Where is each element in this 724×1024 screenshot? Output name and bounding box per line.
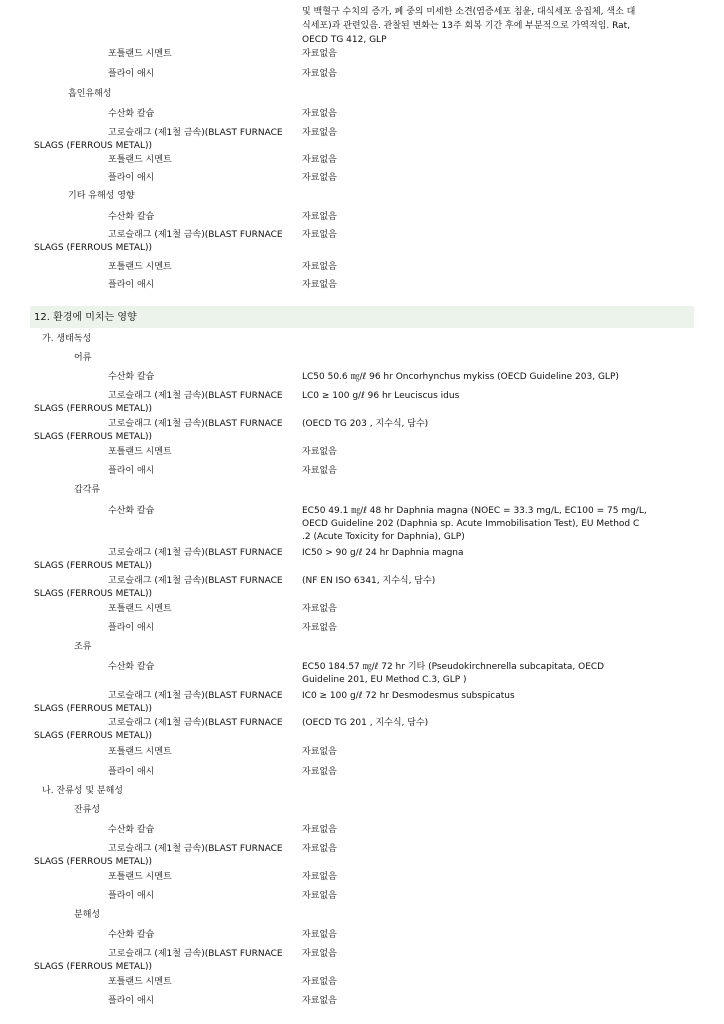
substance-label-wrap: SLAGS (FERROUS METAL)) (34, 404, 153, 414)
substance-value: EC50 184.57 ㎎/ℓ 72 hr 기타 (Pseudokirchnerella subcapitata, OECD (302, 662, 605, 672)
substance-label: 고로슬래그 (제1철 금속)(BLAST FURNACE (108, 548, 283, 558)
substance-value: 자료없음 (302, 623, 337, 633)
substance-label: 고로슬래그 (제1철 금속)(BLAST FURNACE (108, 419, 283, 429)
substance-label: 포틀랜드 시멘트 (108, 155, 172, 165)
substance-value: 자료없음 (302, 825, 337, 835)
substance-value: 자료없음 (302, 996, 337, 1006)
substance-value: 자료없음 (302, 230, 337, 240)
substance-value: IC0 ≥ 100 g/ℓ 72 hr Desmodesmus subspicatus (302, 691, 515, 701)
substance-value: 자료없음 (302, 262, 337, 272)
substance-value: OECD Guideline 202 (Daphnia sp. Acute Immobilisation Test), EU Method C (302, 519, 640, 529)
substance-value: 자료없음 (302, 212, 337, 222)
aspiration-hazard-heading: 흡인유해성 (68, 89, 112, 99)
substance-label: 플라이 애시 (108, 891, 155, 901)
substance-label: 고로슬래그 (제1철 금속)(BLAST FURNACE (108, 691, 283, 701)
substance-value: 자료없음 (302, 604, 337, 614)
degradability-heading: 분해성 (74, 910, 101, 920)
substance-value: 자료없음 (302, 155, 337, 165)
substance-label: 플라이 애시 (108, 996, 155, 1006)
substance-value: IC50 > 90 g/ℓ 24 hr Daphnia magna (302, 548, 464, 558)
substance-value: 자료없음 (302, 466, 337, 476)
substance-value: 자료없음 (302, 280, 337, 290)
substance-label-wrap: SLAGS (FERROUS METAL)) (34, 962, 153, 972)
substance-label: 고로슬래그 (제1철 금속)(BLAST FURNACE (108, 576, 283, 586)
substance-value: 자료없음 (302, 930, 337, 940)
substance-label-wrap: SLAGS (FERROUS METAL)) (34, 243, 153, 253)
crustacea-heading: 갑각류 (74, 485, 101, 495)
substance-label: 플라이 애시 (108, 466, 155, 476)
substance-value: LC50 50.6 ㎎/ℓ 96 hr Oncorhynchus mykiss (OECD Guideline 203, GLP) (302, 372, 619, 382)
substance-label-wrap: SLAGS (FERROUS METAL)) (34, 704, 153, 714)
ecotoxicity-subheading: 가. 생태독성 (42, 334, 92, 344)
section-12-title: 12. 환경에 미치는 영향 (34, 312, 137, 323)
substance-label: 수산화 칼슘 (108, 930, 155, 940)
algae-heading: 조류 (74, 642, 92, 652)
substance-label: 고로슬래그 (제1철 금속)(BLAST FURNACE (108, 949, 283, 959)
substance-value: 자료없음 (302, 891, 337, 901)
substance-value: 자료없음 (302, 949, 337, 959)
substance-label: 플라이 애시 (108, 767, 155, 777)
substance-label: 포틀랜드 시멘트 (108, 262, 172, 272)
persistence-heading: 잔류성 (74, 805, 101, 815)
substance-value: .2 (Acute Toxicity for Daphnia), GLP) (302, 532, 465, 542)
inhalation-continuation-line: OECD TG 412, GLP (302, 35, 387, 45)
substance-value: 자료없음 (302, 447, 337, 457)
substance-label-wrap: SLAGS (FERROUS METAL)) (34, 561, 153, 571)
substance-value: 자료없음 (302, 844, 337, 854)
fish-heading: 어류 (74, 353, 92, 363)
substance-label: 고로슬래그 (제1철 금속)(BLAST FURNACE (108, 844, 283, 854)
substance-value: EC50 49.1 ㎎/ℓ 48 hr Daphnia magna (NOEC = 33.3 mg/L, EC100 = 75 mg/L, (302, 506, 647, 516)
substance-label: 플라이 애시 (108, 173, 155, 183)
substance-label: 수산화 칼슘 (108, 212, 155, 222)
substance-value: 자료없음 (302, 767, 337, 777)
substance-label-wrap: SLAGS (FERROUS METAL)) (34, 857, 153, 867)
persistence-subheading: 나. 잔류성 및 분해성 (42, 786, 123, 796)
substance-value: 자료없음 (302, 109, 337, 119)
substance-value: Guideline 201, EU Method C.3, GLP ) (302, 675, 467, 685)
substance-label: 고로슬래그 (제1철 금속)(BLAST FURNACE (108, 230, 283, 240)
substance-value: 자료없음 (302, 872, 337, 882)
substance-label: 수산화 칼슘 (108, 372, 155, 382)
substance-label: 포틀랜드 시멘트 (108, 604, 172, 614)
substance-label: 플라이 애시 (108, 69, 155, 79)
substance-label: 고로슬래그 (제1철 금속)(BLAST FURNACE (108, 128, 283, 138)
substance-label: 플라이 애시 (108, 280, 155, 290)
substance-value: 자료없음 (302, 49, 337, 59)
substance-label: 포틀랜드 시멘트 (108, 872, 172, 882)
substance-label: 플라이 애시 (108, 623, 155, 633)
substance-value: 자료없음 (302, 747, 337, 757)
substance-label: 수산화 칼슘 (108, 506, 155, 516)
substance-value: (OECD TG 203 , 지수식, 담수) (302, 419, 429, 429)
substance-value: LC0 ≥ 100 g/ℓ 96 hr Leuciscus idus (302, 391, 460, 401)
substance-value: 자료없음 (302, 69, 337, 79)
substance-label-wrap: SLAGS (FERROUS METAL)) (34, 589, 153, 599)
substance-label: 포틀랜드 시멘트 (108, 977, 172, 987)
substance-label-wrap: SLAGS (FERROUS METAL)) (34, 141, 153, 151)
substance-value: (NF EN ISO 6341, 지수식, 담수) (302, 576, 436, 586)
substance-label: 포틀랜드 시멘트 (108, 49, 172, 59)
substance-label: 수산화 칼슘 (108, 109, 155, 119)
inhalation-continuation-line: 식세포)과 관련있음. 관찰된 변화는 13주 회복 기간 후에 부분적으로 가역적임. Rat, (302, 21, 631, 31)
substance-label: 포틀랜드 시멘트 (108, 447, 172, 457)
substance-label: 고로슬래그 (제1철 금속)(BLAST FURNACE (108, 391, 283, 401)
substance-value: 자료없음 (302, 128, 337, 138)
substance-value: 자료없음 (302, 173, 337, 183)
substance-label: 포틀랜드 시멘트 (108, 747, 172, 757)
substance-value: 자료없음 (302, 977, 337, 987)
substance-label-wrap: SLAGS (FERROUS METAL)) (34, 731, 153, 741)
substance-label: 수산화 칼슘 (108, 825, 155, 835)
substance-value: (OECD TG 201 , 지수식, 담수) (302, 718, 429, 728)
substance-label: 고로슬래그 (제1철 금속)(BLAST FURNACE (108, 718, 283, 728)
inhalation-continuation-line: 및 백혈구 수치의 증가, 폐 중의 미세한 소견(염증세포 침윤, 대식세포 응집체, 색소 대 (302, 7, 636, 17)
substance-label: 수산화 칼슘 (108, 662, 155, 672)
substance-label-wrap: SLAGS (FERROUS METAL)) (34, 432, 153, 442)
other-hazard-heading: 기타 유해성 영향 (68, 191, 135, 201)
